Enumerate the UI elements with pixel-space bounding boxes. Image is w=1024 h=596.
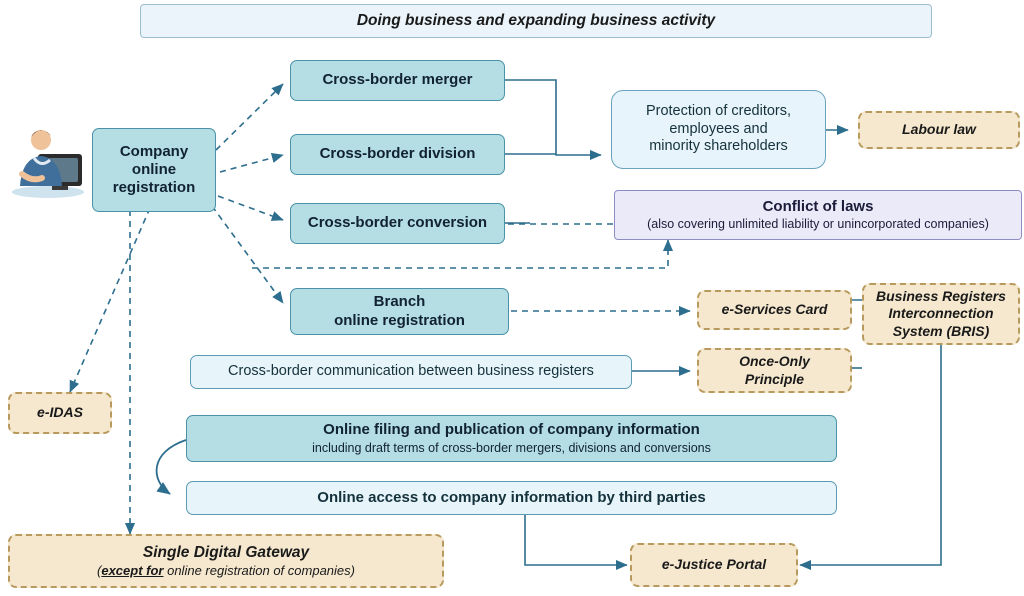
user-at-computer-icon bbox=[8, 118, 90, 200]
node-label-line-2: Principle bbox=[744, 370, 805, 387]
node-online-access[interactable] bbox=[186, 481, 837, 515]
node-cross-border-merger[interactable] bbox=[290, 60, 505, 101]
node-label-line-3: System (BRIS) bbox=[892, 322, 990, 339]
node-label: Online access to company information by third parties bbox=[317, 488, 706, 506]
node-e-justice-portal[interactable] bbox=[630, 543, 798, 587]
node-label-line-3: registration bbox=[112, 179, 196, 197]
node-label: Single Digital Gateway bbox=[142, 543, 310, 561]
node-online-filing[interactable] bbox=[186, 415, 837, 462]
node-sublabel: including draft terms of cross-border mergers, divisions and conversions bbox=[312, 441, 711, 456]
node-label-line-2: Interconnection bbox=[888, 305, 994, 322]
node-label: e-Services Card bbox=[721, 301, 828, 318]
sublabel-rest: online registration of companies bbox=[163, 562, 351, 578]
node-label: Cross-border merger bbox=[322, 71, 473, 89]
node-label: Online filing and publication of company information bbox=[323, 420, 700, 438]
node-once-only-principle[interactable] bbox=[697, 348, 852, 393]
node-label-line-1: Protection of creditors, bbox=[645, 102, 792, 119]
node-labour-law[interactable] bbox=[858, 111, 1020, 149]
node-label-line-3: minority shareholders bbox=[649, 138, 788, 155]
node-label: Cross-border conversion bbox=[307, 214, 488, 232]
node-cross-border-communication[interactable] bbox=[190, 355, 632, 389]
sublabel-close-paren: ) bbox=[350, 562, 355, 578]
node-single-digital-gateway[interactable] bbox=[8, 534, 444, 588]
sublabel-open-paren: ( bbox=[97, 562, 102, 578]
node-company-online-registration[interactable] bbox=[92, 128, 216, 212]
node-label-line-1: Business Registers bbox=[876, 288, 1006, 305]
node-label: e-Justice Portal bbox=[661, 556, 767, 573]
node-label-line-1: Branch bbox=[373, 293, 426, 311]
node-cross-border-division[interactable] bbox=[290, 134, 505, 175]
node-protection-of-creditors[interactable] bbox=[611, 90, 826, 169]
node-label: Labour law bbox=[902, 121, 976, 138]
sublabel-underlined: except for bbox=[101, 562, 164, 578]
node-label-line-2: online registration bbox=[334, 311, 465, 329]
node-label: Cross-border division bbox=[319, 145, 476, 163]
node-label: e-IDAS bbox=[37, 404, 83, 421]
node-bris[interactable] bbox=[862, 283, 1020, 345]
node-sublabel: (also covering unlimited liability or unincorporated companies) bbox=[647, 216, 989, 231]
node-e-idas[interactable] bbox=[8, 392, 112, 434]
node-cross-border-conversion[interactable] bbox=[290, 203, 505, 244]
node-label: Cross-border communication between business registers bbox=[228, 363, 594, 380]
page-title: Doing business and expanding business activity bbox=[356, 11, 716, 29]
node-sublabel bbox=[97, 563, 355, 579]
node-label: Conflict of laws bbox=[762, 198, 874, 216]
node-label-line-2: online bbox=[131, 160, 177, 178]
node-label-line-1: Once-Only bbox=[739, 353, 810, 370]
node-conflict-of-laws[interactable] bbox=[614, 190, 1022, 240]
node-label-line-2: employees and bbox=[669, 120, 768, 137]
node-branch-online-registration[interactable] bbox=[290, 288, 509, 335]
node-label-line-1: Company bbox=[119, 142, 189, 160]
node-e-services-card[interactable] bbox=[697, 290, 852, 330]
page-title-banner bbox=[140, 4, 932, 38]
